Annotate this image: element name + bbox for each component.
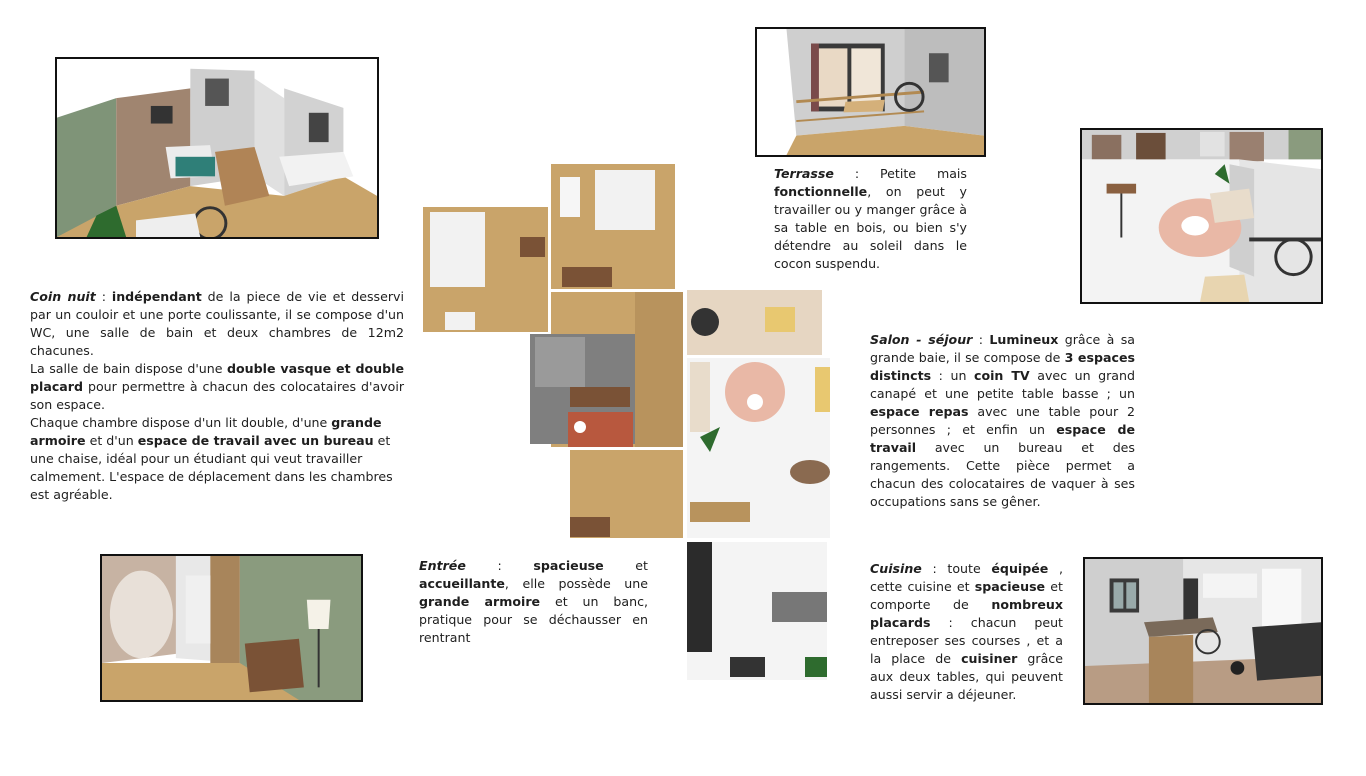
- cuisine-title: Cuisine: [870, 561, 922, 576]
- text: avec une table pour 2 personnes ; et enfin un: [870, 404, 1135, 437]
- text: La salle de bain dispose d'une: [30, 361, 228, 376]
- text: :: [95, 289, 112, 304]
- text: de la piece de vie et desservi par un couloir et une porte coulissante, il se compose d'un WC, une salle de bain et deux chambres de 12m2 chacunes.: [30, 289, 405, 358]
- entree-paragraph: [419, 557, 648, 647]
- text: :: [972, 332, 990, 347]
- text: pour permettre à chacun des colocataires d'avoir son espace.: [30, 379, 404, 412]
- highlight: coin TV: [974, 368, 1030, 383]
- terrasse-paragraph: [774, 165, 967, 273]
- terrasse-description: [774, 165, 967, 273]
- text: grâce à sa grande baie, il se compose de: [870, 332, 1135, 365]
- text: grâce aux deux tables, qui peuvent aussi servir a déjeuner.: [870, 651, 1063, 702]
- text: avec un grand canapé et une petite table basse ; un: [870, 368, 1135, 401]
- text: , cette cuisine et: [870, 561, 1063, 594]
- highlight: espace de travail: [870, 422, 1135, 455]
- coin-nuit-paragraph-1: [30, 288, 404, 360]
- text: :: [465, 558, 534, 573]
- highlight: Lumineux: [989, 332, 1059, 347]
- highlight: espace de travail avec un bureau: [137, 433, 374, 448]
- salon-description: [870, 331, 1135, 511]
- coin-nuit-paragraph-2: [30, 360, 404, 414]
- highlight: grande armoire: [419, 594, 541, 609]
- salon-paragraph: [870, 331, 1135, 511]
- highlight: 3 espaces distincts: [870, 350, 1135, 383]
- highlight: grande armoire: [30, 415, 382, 448]
- highlight: équipée: [991, 561, 1049, 576]
- text: et une chaise, idéal pour un étudiant qui veut travailler calmement. L'espace de déplacement dans les chambres est agréable.: [30, 433, 393, 502]
- highlight: accueillante: [419, 576, 505, 591]
- terrace-3d-image: [755, 27, 986, 157]
- text: : chacun peut entreposer ses courses , et a la place de: [870, 615, 1063, 666]
- entree-title: Entrée: [419, 558, 466, 573]
- coin-nuit-title: Coin nuit: [30, 289, 96, 304]
- text: : Petite mais: [833, 166, 967, 181]
- coin-nuit-paragraph-3: [30, 414, 404, 504]
- highlight: double vasque et double placard: [30, 361, 404, 394]
- text: et comporte de: [870, 579, 1063, 612]
- terrasse-title: Terrasse: [774, 166, 834, 181]
- highlight: espace repas: [870, 404, 969, 419]
- text: et: [603, 558, 648, 573]
- text: Chaque chambre dispose d'un lit double, d'une: [30, 415, 332, 430]
- bedroom-3d-image: [55, 57, 379, 239]
- text: : un: [931, 368, 974, 383]
- cuisine-paragraph: [870, 560, 1063, 704]
- highlight: indépendant: [111, 289, 202, 304]
- living-room-3d-image: [1080, 128, 1323, 304]
- text: , elle possède une: [504, 576, 648, 591]
- entree-description: [419, 557, 648, 647]
- highlight: spacieuse: [533, 558, 604, 573]
- kitchen-3d-image: [1083, 557, 1323, 705]
- text: : toute: [921, 561, 992, 576]
- text: , on peut y travailler ou y manger grâce à sa table en bois, ou bien s'y détendre au soleil dans le cocon suspendu.: [774, 184, 967, 271]
- coin-nuit-description: [30, 288, 404, 504]
- cuisine-description: [870, 560, 1063, 704]
- text: avec un bureau et des rangements. Cette pièce permet a chacun des colocataires de vaquer à ses occupations sans se gêner.: [870, 440, 1135, 509]
- highlight: spacieuse: [974, 579, 1046, 594]
- text: et d'un: [85, 433, 138, 448]
- highlight: nombreux placards: [870, 597, 1063, 630]
- highlight: fonctionnelle: [774, 184, 868, 199]
- entry-3d-image: [100, 554, 363, 702]
- highlight: cuisiner: [961, 651, 1018, 666]
- text: et un banc, pratique pour se déchausser en rentrant: [419, 594, 649, 645]
- salon-title: Salon - séjour: [870, 332, 973, 347]
